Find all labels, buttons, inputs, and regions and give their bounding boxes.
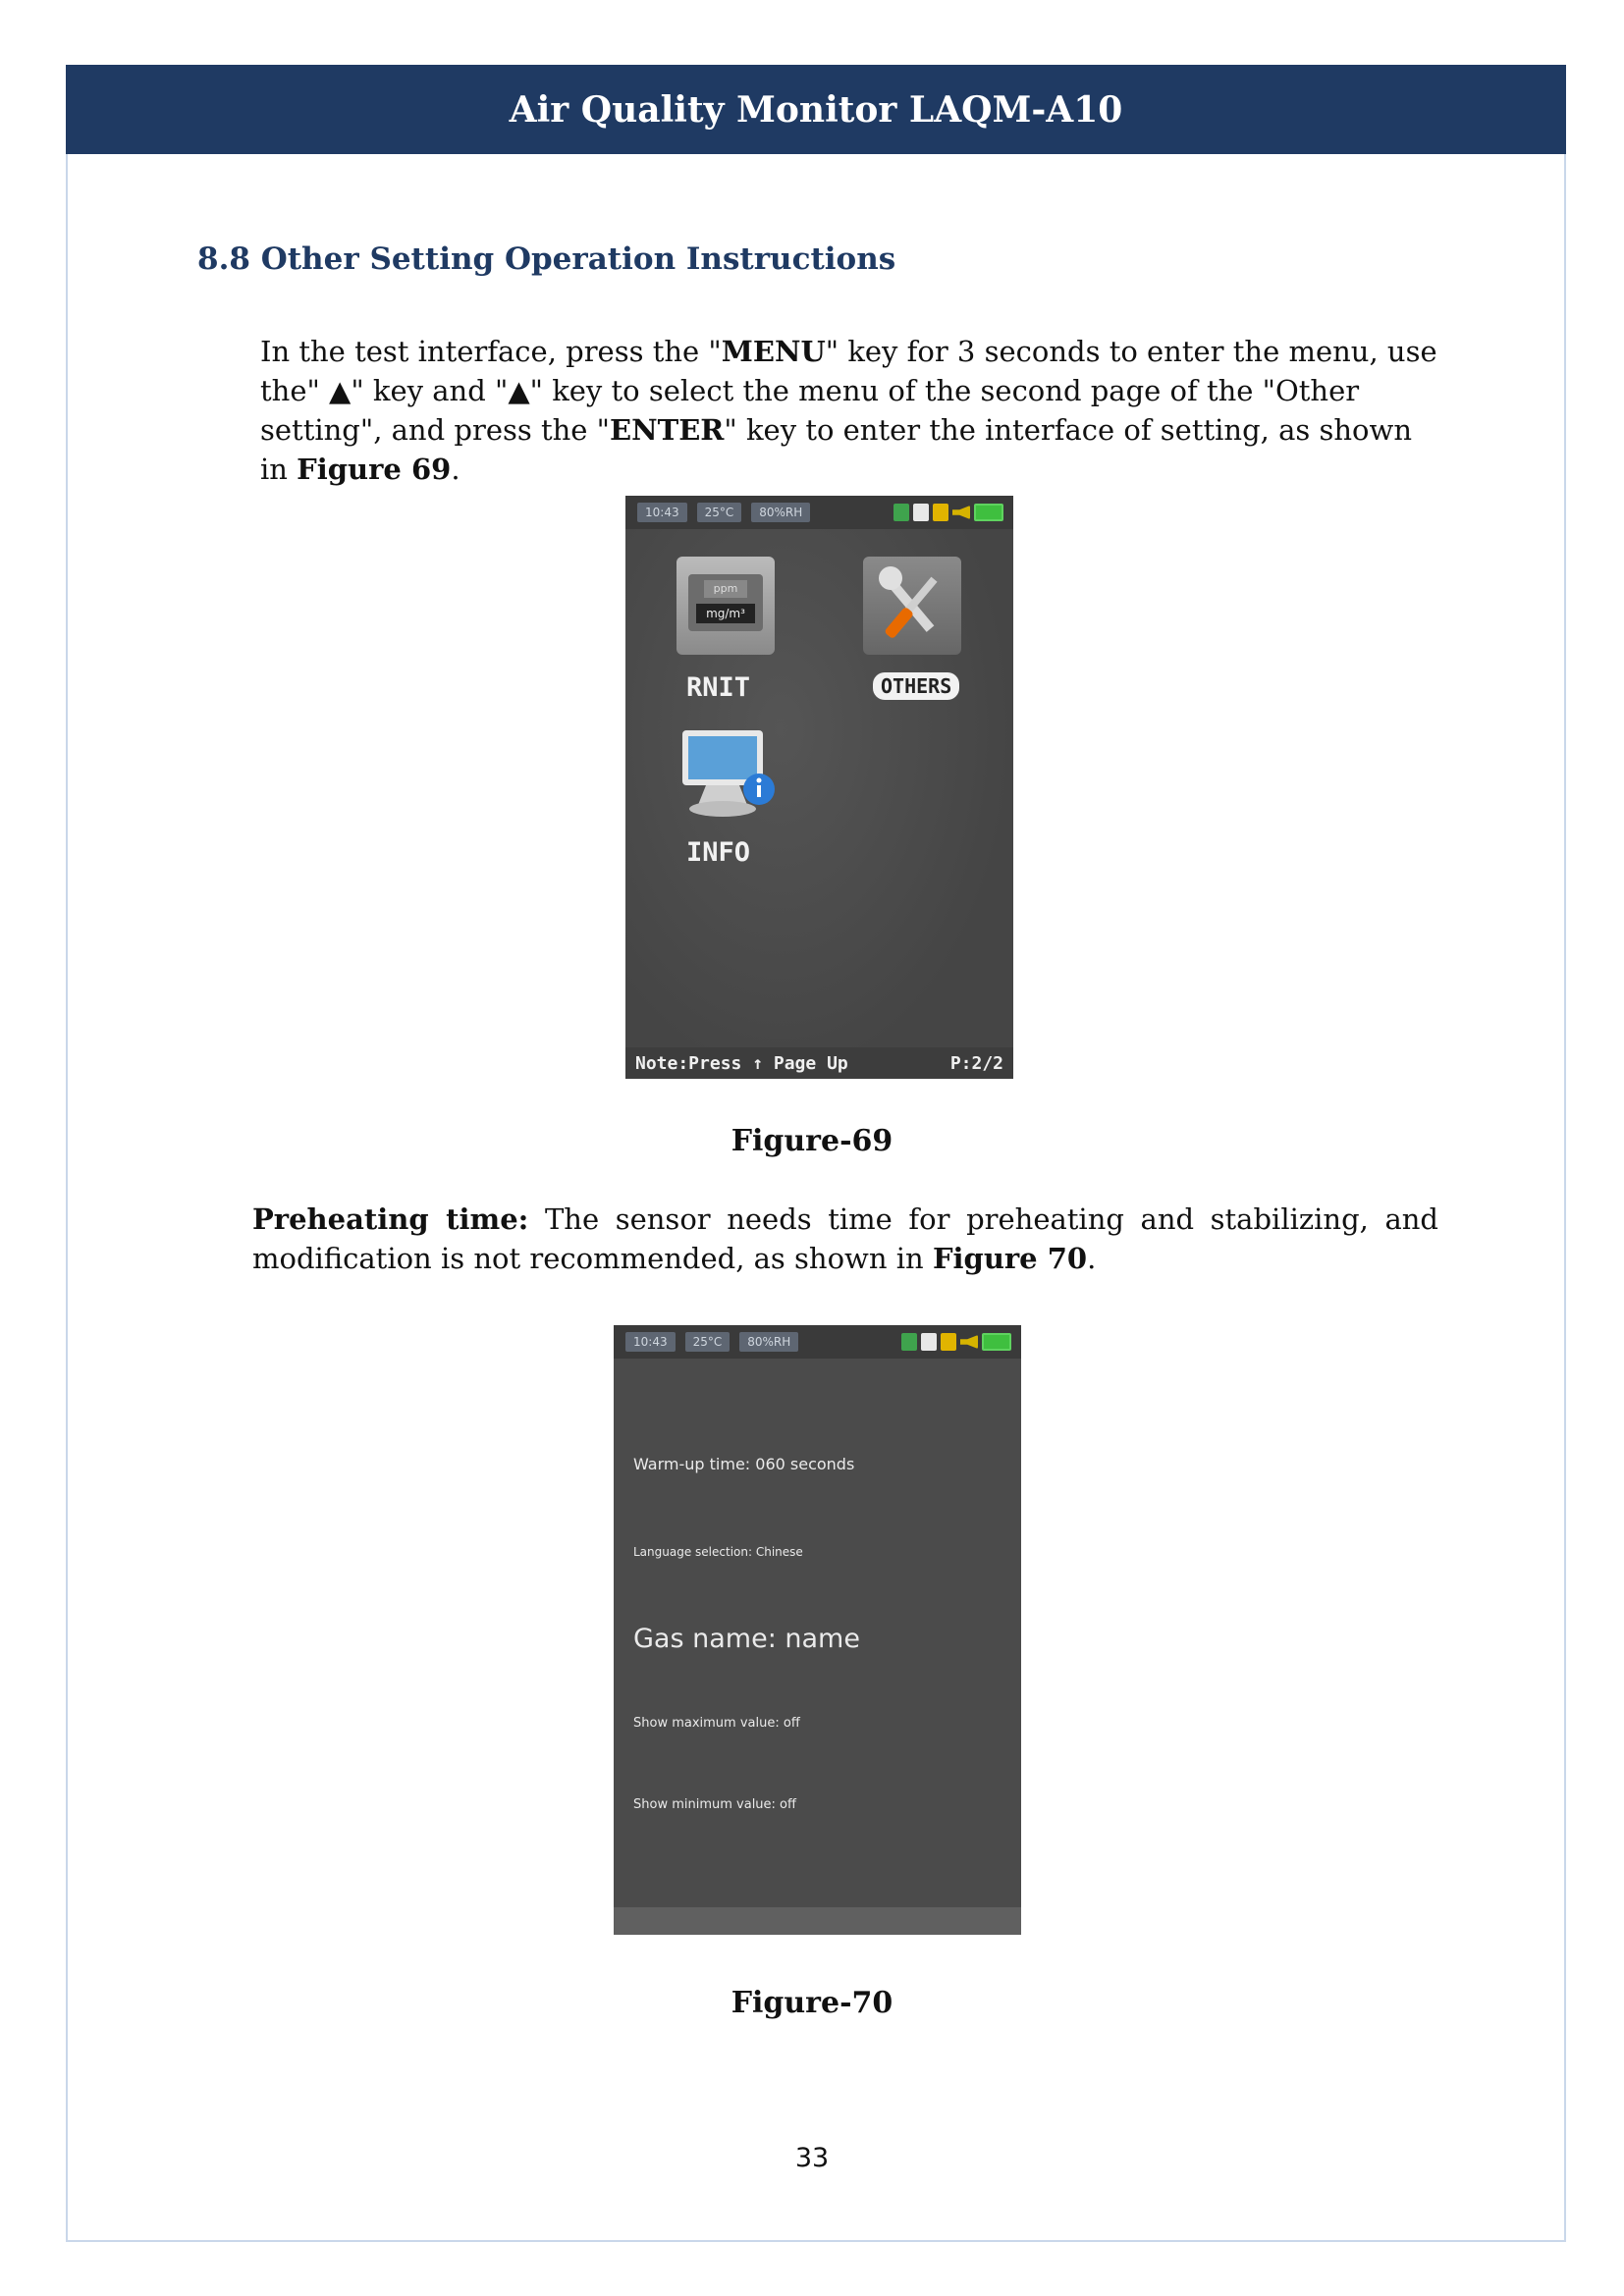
status-time: 10:43	[625, 1332, 676, 1352]
unit-ppm-label: ppm	[704, 580, 747, 598]
status-temperature: 25°C	[697, 503, 742, 522]
device-screen-settings	[614, 1325, 1021, 1935]
header-title: Air Quality Monitor LAQM-A10	[509, 88, 1123, 131]
warm-up-time-setting: Warm-up time: 060 seconds	[633, 1455, 855, 1473]
menu-key-label: MENU	[721, 335, 826, 368]
screen-bottom-bar	[614, 1907, 1021, 1935]
signal-icon	[893, 504, 909, 521]
page-header	[66, 65, 1566, 154]
show-min-setting: Show minimum value: off	[633, 1797, 796, 1812]
text-run: " key for 3 seconds to enter the menu, use the" ▲" key and "▲" key to select the menu of the second page of the "Other setting", and press the "	[260, 335, 1437, 447]
info-menu-label: INFO	[686, 837, 751, 868]
device-screen-menu	[625, 496, 1013, 1079]
preheating-term: Preheating time:	[252, 1202, 529, 1236]
show-max-setting: Show maximum value: off	[633, 1716, 800, 1731]
status-icons	[893, 504, 1003, 521]
unit-menu-label: RNIT	[686, 672, 751, 703]
status-humidity: 80%RH	[751, 503, 810, 522]
preheating-paragraph	[252, 1200, 1438, 1278]
instruction-paragraph	[260, 332, 1438, 489]
text-run: .	[1087, 1242, 1097, 1275]
status-bar	[625, 496, 1013, 529]
page-number: 33	[794, 2143, 830, 2173]
figure-reference: Figure 69	[297, 453, 452, 486]
text-run: The sensor needs time for preheating and stabilizing, and modification is not recommended, as shown in	[252, 1202, 1438, 1275]
speaker-icon	[952, 506, 970, 519]
section-number: 8.8	[197, 241, 250, 277]
record-icon	[913, 504, 929, 521]
signal-icon	[901, 1333, 917, 1351]
status-bar	[614, 1325, 1021, 1359]
status-time: 10:43	[637, 503, 687, 522]
unit-mgm3-label: mg/m³	[696, 604, 755, 623]
screen-bottom-bar	[625, 1047, 1013, 1079]
speaker-icon	[960, 1335, 978, 1349]
unit-menu-icon	[677, 557, 775, 655]
status-icons	[901, 1333, 1011, 1351]
page-up-note: Note:Press ↑ Page Up	[635, 1052, 848, 1074]
tools-icon	[863, 557, 961, 655]
enter-key-label: ENTER	[610, 413, 725, 447]
figure-69-caption: Figure-69	[731, 1124, 893, 1158]
battery-icon	[982, 1333, 1011, 1351]
section-title: Other Setting Operation Instructions	[260, 241, 896, 277]
gas-name-setting: Gas name: name	[633, 1624, 860, 1654]
language-setting: Language selection: Chinese	[633, 1545, 803, 1559]
battery-icon	[974, 504, 1003, 521]
figure-70-caption: Figure-70	[731, 1986, 893, 2020]
text-run: In the test interface, press the "	[260, 335, 722, 368]
status-temperature: 25°C	[685, 1332, 731, 1352]
alarm-icon	[933, 504, 948, 521]
record-icon	[921, 1333, 937, 1351]
text-run: " key to enter the interface of setting, as shown in	[260, 413, 1412, 486]
section-heading	[197, 241, 895, 277]
alarm-icon	[941, 1333, 956, 1351]
figure-reference: Figure 70	[932, 1242, 1088, 1275]
status-humidity: 80%RH	[739, 1332, 798, 1352]
page-indicator: P:2/2	[949, 1052, 1003, 1074]
text-run: .	[451, 453, 460, 486]
others-menu-label: OTHERS	[873, 672, 959, 700]
info-monitor-icon	[677, 724, 779, 823]
